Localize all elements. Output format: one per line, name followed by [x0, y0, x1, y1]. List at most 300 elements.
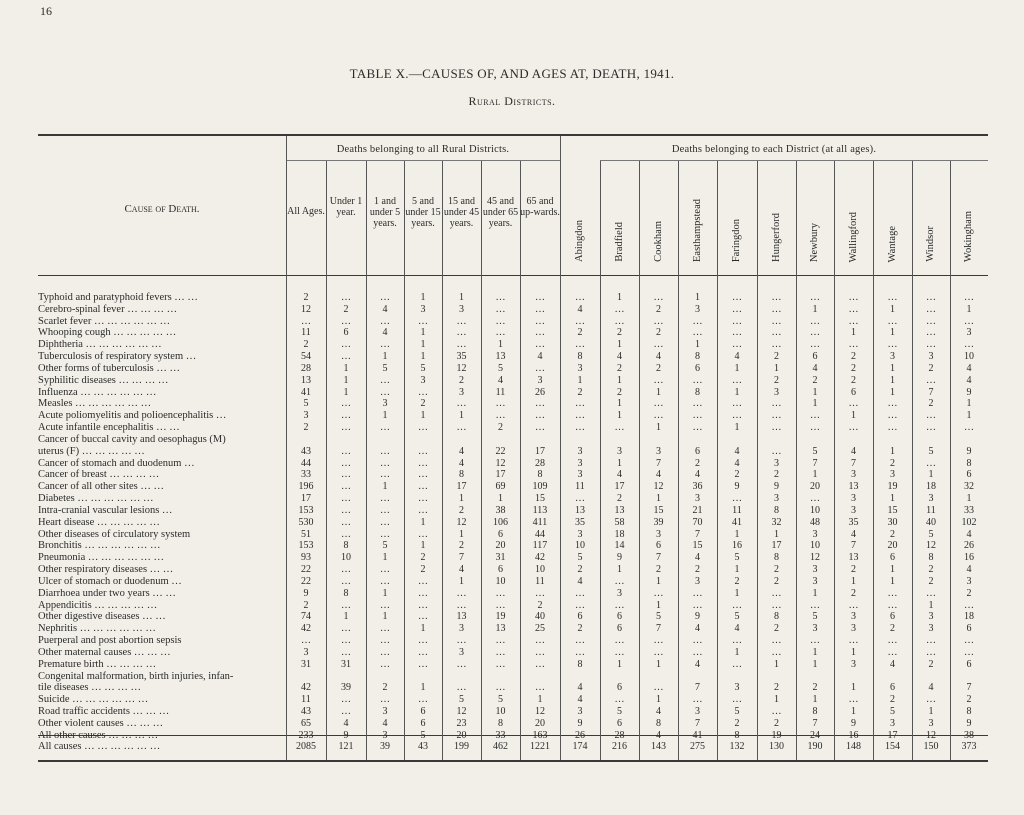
table-cell: 6: [498, 528, 503, 540]
table-cell: 4: [734, 351, 740, 363]
table-cell: 4: [498, 374, 503, 386]
row-label: Diarrhoea under two years … …: [38, 587, 176, 599]
row-label: Suicide … … … … … …: [38, 694, 149, 706]
table-cell: 18: [964, 611, 974, 623]
table-cell: 12: [495, 457, 506, 469]
table-cell: 3: [695, 493, 700, 505]
table-cell: 4: [734, 445, 740, 457]
table-cell: 1: [382, 587, 388, 599]
table-cell: 9: [966, 445, 972, 457]
table-cell: 8: [459, 469, 464, 481]
table-cell: …: [732, 327, 742, 339]
table-cell: …: [380, 469, 390, 481]
total-cell: 1221: [530, 741, 550, 752]
table-cell: 1: [890, 493, 895, 505]
table-cell: 16: [848, 729, 859, 741]
table-cell: 4: [851, 528, 856, 540]
table-cell: 3: [695, 706, 700, 718]
table-cell: …: [418, 646, 428, 658]
table-cell: 17: [301, 493, 311, 505]
row-label: Appendicitis … … … … …: [38, 599, 158, 611]
total-cell: 190: [807, 741, 823, 752]
table-cell: 16: [732, 540, 742, 552]
table-cell: 36: [692, 481, 703, 493]
table-cell: 1: [812, 658, 818, 670]
table-cell: …: [926, 292, 936, 303]
table-cell: 4: [459, 564, 464, 576]
table-cell: 6: [617, 682, 622, 694]
table-cell: …: [732, 694, 742, 706]
table-cell: 7: [928, 386, 934, 398]
table-cell: …: [456, 327, 467, 339]
table-cell: 1: [537, 694, 543, 706]
district-column-header: Faringdon: [731, 218, 742, 262]
table-cell: 1: [382, 611, 388, 623]
table-cell: 17: [614, 481, 625, 493]
table-cell: 2: [420, 552, 426, 564]
table-cell: 4: [966, 362, 972, 374]
table-cell: …: [380, 694, 390, 706]
table-cell: 3: [577, 469, 583, 481]
table-cell: 10: [341, 552, 351, 564]
table-cell: 3: [812, 528, 818, 540]
table-cell: …: [653, 374, 664, 386]
table-cell: 3: [382, 729, 388, 741]
row-label: Road traffic accidents … … …: [38, 706, 170, 718]
table-cell: 8: [343, 540, 349, 552]
table-cell: …: [926, 457, 936, 469]
table-cell: …: [771, 599, 782, 611]
table-cell: 3: [774, 457, 779, 469]
table-cell: 7: [851, 540, 856, 552]
table-cell: …: [535, 339, 545, 351]
table-cell: …: [341, 422, 351, 434]
row-label: uterus (F) … … … … …: [38, 445, 145, 457]
table-cell: 20: [810, 481, 820, 493]
table-cell: 3: [812, 575, 818, 587]
table-cell: …: [887, 398, 898, 410]
table-cell: 13: [848, 481, 859, 493]
table-cell: 1: [851, 646, 856, 658]
table-cell: 5: [617, 706, 622, 718]
table-cell: 6: [890, 611, 895, 623]
table-cell: …: [418, 587, 428, 599]
table-cell: …: [771, 635, 782, 647]
row-label: Other maternal causes … … …: [38, 646, 171, 658]
table-cell: …: [418, 445, 428, 457]
table-cell: …: [887, 315, 898, 327]
table-cell: …: [771, 422, 782, 434]
table-cell: 4: [734, 457, 740, 469]
table-cell: 69: [495, 481, 506, 493]
table-cell: 196: [298, 481, 314, 493]
age-column-header: 65 and up-wards.: [520, 196, 560, 218]
table-cell: 35: [848, 516, 859, 528]
table-cell: …: [341, 528, 351, 540]
table-cell: 2: [774, 575, 779, 587]
table-cell: 11: [732, 504, 742, 516]
table-cell: 1: [966, 303, 972, 315]
table-cell: 18: [614, 528, 625, 540]
table-cell: …: [341, 315, 351, 327]
row-label: Congenital malformation, birth injuries, infan-: [38, 670, 234, 682]
table-cell: 2: [343, 303, 349, 315]
table-cell: …: [495, 398, 506, 410]
table-cell: 2: [382, 682, 388, 694]
table-cell: …: [341, 469, 351, 481]
total-label: All causes … … … … … …: [38, 741, 161, 752]
table-cell: 2: [774, 717, 779, 729]
table-cell: …: [653, 398, 664, 410]
table-cell: 3: [851, 658, 856, 670]
table-cell: 2: [577, 386, 583, 398]
table-cell: 113: [532, 504, 548, 516]
table-cell: …: [380, 528, 390, 540]
table-cell: 2: [774, 351, 779, 363]
table-cell: 5: [812, 445, 818, 457]
table-cell: 17: [456, 481, 467, 493]
table-cell: …: [418, 422, 428, 434]
table-cell: 41: [692, 729, 703, 741]
table-cell: 2: [774, 623, 779, 635]
table-cell: 11: [301, 327, 311, 339]
table-cell: 6: [656, 540, 661, 552]
total-cell: 216: [612, 741, 627, 752]
district-column-header: Wantage: [886, 225, 898, 262]
table-cell: …: [810, 422, 820, 434]
table-cell: 2: [774, 469, 779, 481]
table-cell: …: [380, 386, 390, 398]
table-cell: 1: [617, 658, 622, 670]
table-cell: 58: [614, 516, 625, 528]
table-cell: 4: [459, 457, 464, 469]
table-cell: 1: [928, 469, 934, 481]
table-cell: 5: [812, 611, 818, 623]
row-label: Cerebro-spinal fever … … … …: [38, 303, 178, 315]
table-cell: 20: [456, 729, 467, 741]
table-cell: 2: [303, 339, 309, 351]
table-cell: 1: [966, 410, 972, 422]
table-cell: 6: [420, 706, 426, 718]
table-cell: 4: [890, 658, 895, 670]
table-cell: 1: [420, 339, 426, 351]
table-cell: 4: [966, 374, 972, 386]
table-cell: 3: [966, 575, 972, 587]
table-cell: 13: [495, 351, 506, 363]
row-label: Acute infantile encephalitis … …: [38, 422, 180, 434]
table-cell: 5: [420, 362, 426, 374]
table-cell: …: [614, 575, 625, 587]
table-cell: …: [848, 422, 859, 434]
table-cell: …: [418, 658, 428, 670]
table-cell: 4: [695, 552, 700, 564]
table-cell: …: [926, 315, 936, 327]
table-cell: 8: [577, 351, 583, 363]
table-cell: 1: [890, 327, 895, 339]
table-cell: 48: [810, 516, 820, 528]
table-cell: …: [495, 292, 506, 303]
table-cell: 1: [420, 623, 426, 635]
total-cell: 462: [493, 741, 508, 752]
table-cell: …: [964, 292, 974, 303]
total-cell: 199: [454, 741, 469, 752]
table-cell: …: [732, 493, 742, 505]
table-cell: 16: [964, 552, 974, 564]
table-cell: …: [926, 646, 936, 658]
table-cell: …: [380, 658, 390, 670]
table-cell: 1: [734, 362, 740, 374]
table-cell: 3: [928, 611, 934, 623]
district-column-header: Bradfield: [613, 222, 625, 262]
table-cell: 2: [774, 374, 779, 386]
table-cell: …: [535, 292, 545, 303]
table-cell: 9: [774, 481, 779, 493]
table-cell: …: [692, 327, 703, 339]
table-cell: 40: [535, 611, 545, 623]
row-label: Other diseases of circulatory system: [38, 528, 191, 540]
total-cell: 154: [885, 741, 900, 752]
table-cell: 1: [656, 575, 661, 587]
table-cell: 2: [577, 327, 583, 339]
table-cell: 8: [966, 457, 972, 469]
table-cell: 1: [617, 339, 622, 351]
table-cell: 3: [382, 398, 388, 410]
table-cell: 6: [617, 623, 622, 635]
table-cell: 5: [577, 552, 583, 564]
table-cell: 6: [695, 445, 700, 457]
table-cell: …: [380, 339, 390, 351]
row-label: Premature birth … … … …: [38, 658, 157, 670]
table-cell: 4: [459, 445, 464, 457]
table-cell: …: [575, 292, 585, 303]
row-label: Bronchitis … … … … … …: [38, 540, 161, 552]
table-cell: 4: [695, 623, 700, 635]
table-cell: …: [301, 315, 311, 327]
table-cell: 1: [812, 303, 818, 315]
table-cell: 2: [734, 717, 740, 729]
table-cell: 1: [851, 327, 856, 339]
table-cell: 2: [498, 422, 503, 434]
cause-header: Cause of Death.: [124, 203, 200, 215]
table-cell: 3: [928, 493, 934, 505]
table-cell: 6: [617, 611, 622, 623]
table-cell: 35: [575, 516, 585, 528]
table-cell: …: [535, 327, 545, 339]
table-cell: …: [848, 635, 859, 647]
table-cell: 1: [656, 658, 661, 670]
table-cell: …: [964, 599, 974, 611]
table-cell: 11: [301, 694, 311, 706]
table-cell: 1: [656, 422, 661, 434]
table-cell: 3: [734, 682, 740, 694]
table-cell: 1: [459, 528, 464, 540]
top-rule: [38, 134, 988, 136]
table-cell: …: [810, 410, 820, 422]
district-column-header: Easthampstead: [691, 199, 703, 262]
table-cell: 1: [695, 339, 700, 351]
table-cell: 12: [456, 516, 467, 528]
table-cell: 43: [301, 706, 311, 718]
table-cell: 1: [695, 292, 700, 303]
group-header-ages: Deaths belonging to all Rural Districts.: [336, 144, 510, 155]
table-cell: 3: [851, 469, 856, 481]
table-cell: 5: [382, 540, 388, 552]
table-cell: …: [810, 599, 820, 611]
table-cell: 10: [964, 351, 974, 363]
table-cell: 1: [459, 292, 464, 303]
table-cell: 12: [926, 540, 936, 552]
table-cell: 3: [577, 445, 583, 457]
table-cell: 17: [495, 469, 506, 481]
table-cell: …: [926, 694, 936, 706]
table-cell: …: [926, 635, 936, 647]
table-cell: 5: [420, 729, 426, 741]
row-label: All other causes … … … …: [38, 729, 159, 741]
table-cell: 13: [495, 623, 506, 635]
row-label: Influenza … … … … … …: [38, 386, 157, 398]
table-cell: 9: [303, 587, 309, 599]
district-column-header: Cookham: [652, 221, 664, 262]
table-cell: 32: [964, 481, 974, 493]
table-cell: 3: [966, 327, 972, 339]
table-title: TABLE X.—CAUSES OF, AND AGES AT, DEATH, 1941.: [349, 66, 675, 81]
row-label: Cancer of all other sites … …: [38, 481, 164, 493]
table-cell: …: [653, 682, 664, 694]
table-cell: …: [380, 504, 390, 516]
table-cell: 2: [459, 374, 464, 386]
table-cell: 9: [966, 717, 972, 729]
table-cell: …: [575, 646, 585, 658]
table-cell: 3: [812, 623, 818, 635]
table-cell: 3: [812, 564, 818, 576]
row-label: Pneumonia … … … … … …: [38, 552, 164, 564]
table-cell: 117: [532, 540, 548, 552]
table-cell: …: [418, 457, 428, 469]
table-cell: 8: [734, 729, 740, 741]
table-cell: 6: [966, 658, 972, 670]
table-cell: …: [535, 303, 545, 315]
table-cell: 2: [966, 587, 972, 599]
table-cell: 33: [301, 469, 311, 481]
age-column-header: 1 and under 5 years.: [369, 196, 401, 229]
row-label: Ulcer of stomach or duodenum …: [38, 575, 182, 587]
table-cell: 9: [695, 611, 700, 623]
header-bottom-rule: [38, 275, 988, 276]
table-cell: 7: [812, 717, 818, 729]
table-cell: 44: [535, 528, 545, 540]
table-cell: …: [887, 646, 898, 658]
table-cell: 2: [695, 457, 700, 469]
table-cell: 11: [535, 575, 545, 587]
row-label: Heart disease … … … … …: [38, 516, 160, 528]
table-cell: …: [614, 303, 625, 315]
table-cell: 8: [774, 611, 779, 623]
table-cell: 1: [343, 386, 349, 398]
table-cell: 3: [459, 623, 464, 635]
table-cell: 8: [774, 552, 779, 564]
table-cell: …: [418, 694, 428, 706]
table-cell: 7: [966, 682, 972, 694]
table-cell: 3: [577, 457, 583, 469]
total-cell: 130: [769, 741, 784, 752]
table-cell: 1: [617, 374, 622, 386]
table-cell: …: [418, 599, 428, 611]
table-cell: …: [575, 410, 585, 422]
age-column-header: Under 1 year.: [329, 196, 363, 218]
table-cell: 4: [928, 682, 934, 694]
table-cell: …: [495, 410, 506, 422]
table-cell: …: [341, 457, 351, 469]
table-cell: …: [418, 575, 428, 587]
group-header-districts: Deaths belonging to each District (at all ages).: [671, 144, 877, 155]
table-cell: 12: [810, 552, 820, 564]
table-cell: 43: [301, 445, 311, 457]
table-cell: 1: [343, 611, 349, 623]
table-cell: …: [810, 327, 820, 339]
table-cell: 2: [890, 528, 895, 540]
table-cell: …: [535, 422, 545, 434]
table-cell: …: [887, 422, 898, 434]
table-cell: 7: [695, 717, 700, 729]
table-cell: …: [771, 410, 782, 422]
row-label: Scarlet fever … … … … … …: [38, 315, 171, 327]
table-cell: 1: [928, 599, 934, 611]
table-cell: 12: [653, 481, 664, 493]
table-cell: 4: [537, 351, 543, 363]
table-cell: 1: [812, 469, 818, 481]
table-cell: 3: [577, 362, 583, 374]
table-cell: …: [887, 410, 898, 422]
table-cell: 1: [734, 386, 740, 398]
table-cell: …: [926, 303, 936, 315]
table-cell: …: [848, 315, 859, 327]
table-cell: …: [771, 327, 782, 339]
table-cell: …: [575, 599, 585, 611]
table-cell: …: [964, 339, 974, 351]
table-cell: 3: [695, 575, 700, 587]
table-cell: 6: [812, 351, 818, 363]
table-cell: 411: [532, 516, 548, 528]
table-cell: …: [535, 658, 545, 670]
district-column-header: Windsor: [925, 226, 936, 262]
table-cell: 2: [928, 658, 934, 670]
table-cell: 1: [343, 374, 349, 386]
table-cell: 1: [734, 422, 740, 434]
table-cell: …: [732, 410, 742, 422]
table-cell: …: [341, 694, 351, 706]
table-cell: 4: [577, 694, 583, 706]
table-cell: 6: [966, 469, 972, 481]
table-cell: 8: [695, 351, 700, 363]
table-cell: 14: [614, 540, 625, 552]
table-cell: 2: [734, 575, 740, 587]
table-cell: 1: [420, 410, 426, 422]
table-cell: …: [341, 445, 351, 457]
table-cell: 3: [928, 351, 934, 363]
table-cell: 1: [851, 575, 856, 587]
table-cell: 13: [301, 374, 311, 386]
table-cell: …: [301, 635, 311, 647]
table-cell: 28: [535, 457, 545, 469]
table-cell: …: [418, 611, 428, 623]
table-cell: 3: [459, 303, 464, 315]
table-cell: 19: [887, 481, 898, 493]
table-cell: 233: [298, 729, 314, 741]
table-cell: 32: [771, 516, 782, 528]
table-cell: 8: [577, 658, 583, 670]
table-cell: 4: [851, 445, 856, 457]
table-cell: 1: [420, 516, 426, 528]
